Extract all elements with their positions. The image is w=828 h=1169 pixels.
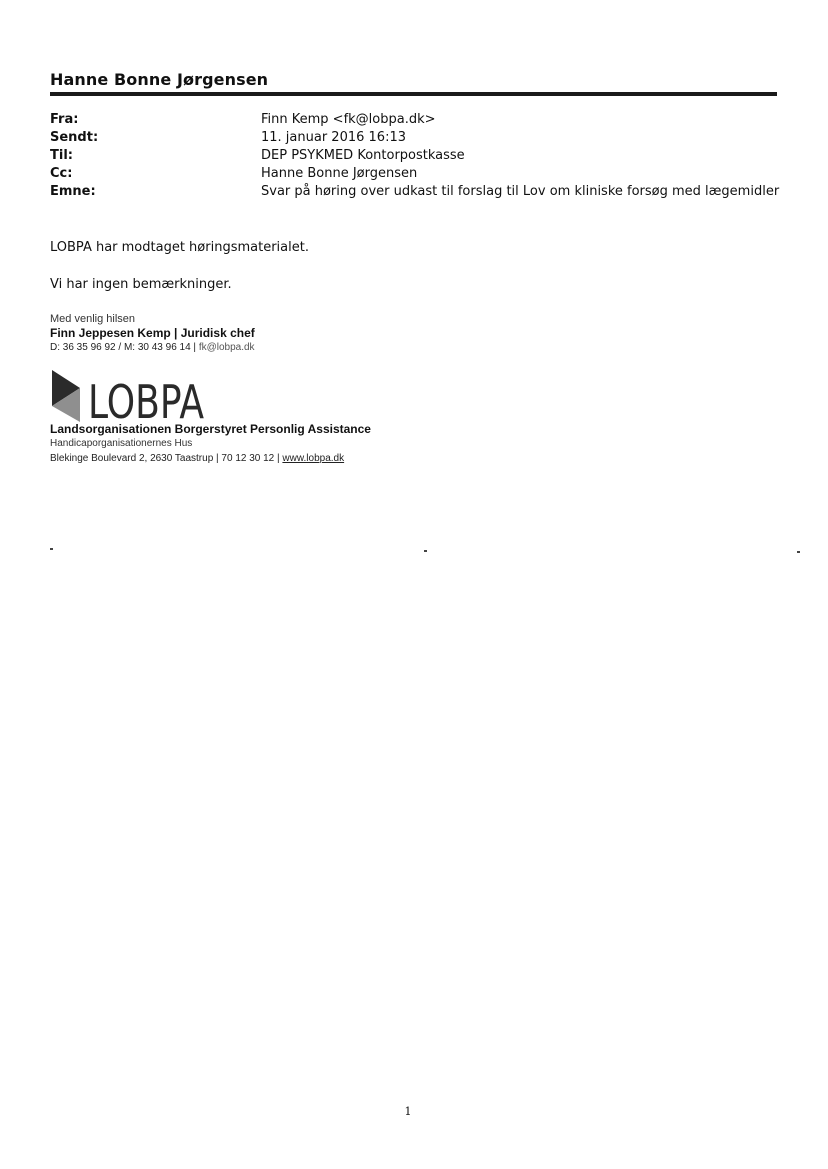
signature-address <box>50 453 344 464</box>
website-link[interactable]: www.lobpa.dk <box>282 453 345 464</box>
meta-label: Emne: <box>50 184 96 199</box>
scan-speck <box>424 550 427 552</box>
meta-row-subject <box>50 184 790 202</box>
signature-name-title: Finn Jeppesen Kemp | Juridisk chef <box>50 326 255 340</box>
recipient-header-name: Hanne Bonne Jørgensen <box>50 70 269 89</box>
meta-row-to <box>50 148 790 166</box>
page-number: 1 <box>404 1105 412 1118</box>
signature-greeting: Med venlig hilsen <box>50 313 135 325</box>
signature-organization: Landsorganisationen Borgerstyret Personlig Assistance <box>50 422 371 436</box>
meta-value: DEP PSYKMED Kontorpostkasse <box>261 148 465 163</box>
meta-value: Hanne Bonne Jørgensen <box>261 166 418 181</box>
meta-row-from <box>50 112 790 130</box>
scan-speck <box>797 551 800 553</box>
scan-speck <box>50 548 53 550</box>
header-rule <box>50 92 777 96</box>
meta-label: Sendt: <box>50 130 99 145</box>
logo-wordmark: LOBPA <box>88 375 205 429</box>
meta-label: Fra: <box>50 112 79 127</box>
signature-email-link[interactable]: fk@lobpa.dk <box>198 342 255 353</box>
meta-label: Til: <box>50 148 73 163</box>
body-paragraph: Vi har ingen bemærkninger. <box>50 277 232 292</box>
meta-value: Finn Kemp <fk@lobpa.dk> <box>261 112 436 127</box>
signature-contact <box>50 342 255 353</box>
meta-value: 11. januar 2016 16:13 <box>261 130 406 145</box>
body-paragraph: LOBPA har modtaget høringsmaterialet. <box>50 240 309 255</box>
signature-phones: D: 36 35 96 92 / M: 30 43 96 14 | <box>50 342 197 353</box>
email-meta-block <box>50 112 790 202</box>
lobpa-logo <box>50 366 210 429</box>
signature-house: Handicaporganisationernes Hus <box>50 438 193 449</box>
meta-label: Cc: <box>50 166 73 181</box>
meta-row-sent <box>50 130 790 148</box>
signature-address-text: Blekinge Boulevard 2, 2630 Taastrup | 70 12 30 12 | <box>50 453 280 464</box>
meta-row-cc <box>50 166 790 184</box>
meta-value: Svar på høring over udkast til forslag til Lov om kliniske forsøg med lægemidler <box>261 184 780 199</box>
